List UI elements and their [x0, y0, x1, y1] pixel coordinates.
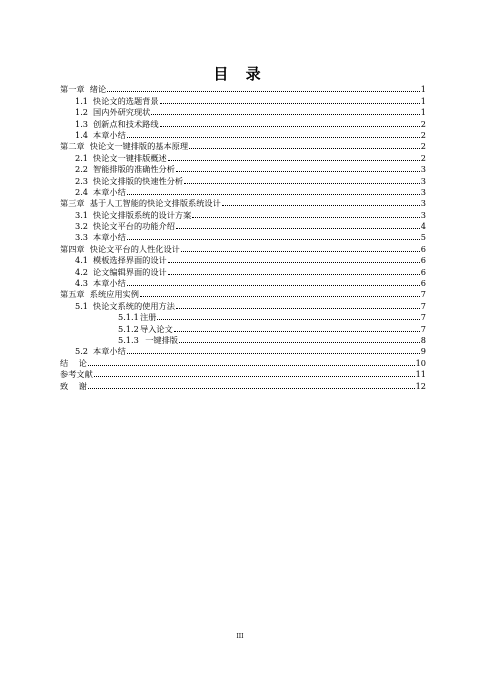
toc-entry-label: [60, 120, 159, 129]
toc-leader-dots: [127, 239, 420, 240]
toc-entry-text: 致 谢: [60, 380, 87, 391]
toc-entry-number: 1.3: [75, 118, 89, 129]
toc-entry-page: 5: [420, 232, 426, 243]
toc-entry[interactable]: [60, 334, 426, 345]
toc-entry-number: 3.1: [75, 209, 89, 220]
toc-entry-label: [60, 256, 167, 265]
toc-entry-number: 2.3: [75, 175, 89, 186]
toc-entry[interactable]: [60, 322, 426, 333]
toc-leader-dots: [189, 148, 420, 149]
toc-entry-number: 5.1.3: [118, 334, 139, 345]
toc-entry[interactable]: [60, 254, 426, 265]
toc-entry-page: 2: [420, 129, 426, 140]
toc-entry-page: 6: [420, 278, 426, 289]
toc-entry-page: 6: [420, 255, 426, 266]
toc-entry[interactable]: [60, 220, 426, 231]
toc-entry[interactable]: [60, 265, 426, 276]
toc-entry[interactable]: [60, 129, 426, 140]
toc-entry-label: [60, 347, 126, 356]
toc-entry-page: 3: [420, 175, 426, 186]
toc-entry-number: 4.2: [75, 266, 89, 277]
toc-leader-dots: [94, 376, 415, 377]
toc-entry[interactable]: [60, 163, 426, 174]
toc-entry-label: [60, 382, 87, 391]
toc-entry-number: 5.2: [75, 346, 89, 357]
toc-entry-text: 快论文平台的功能介绍: [93, 221, 175, 232]
toc-entry-text: 参考文献: [60, 369, 93, 380]
toc-entry-number: 5.1: [75, 300, 89, 311]
toc-entry-number: 5.1.2: [118, 323, 139, 334]
toc-leader-dots: [168, 262, 420, 263]
toc-entry-text: 第二章 快论文一键排版的基本原理: [60, 141, 189, 152]
toc-entry[interactable]: [60, 186, 426, 197]
toc-entry-label: [60, 279, 126, 288]
toc-entry-text: 本章小结: [93, 186, 126, 197]
toc-entry-number: 2.4: [75, 186, 89, 197]
toc-entry-label: [60, 131, 126, 140]
toc-entry[interactable]: [60, 83, 426, 94]
toc-entry-page: 2: [420, 152, 426, 163]
toc-entry-page: 7: [420, 323, 426, 334]
toc-entry-page: 4: [420, 221, 426, 232]
toc-entry[interactable]: [60, 288, 426, 299]
toc-entry[interactable]: [60, 231, 426, 242]
page-number: III: [236, 633, 244, 640]
toc-leader-dots: [127, 137, 420, 138]
toc-entry-number: 3.2: [75, 221, 89, 232]
toc-entry-label: [60, 290, 139, 299]
toc-entry-number: 4.3: [75, 278, 89, 289]
toc-entry-label: [60, 370, 93, 379]
toc-leader-dots: [176, 228, 420, 229]
toc-entry-text: 模板选择界面的设计: [93, 255, 167, 266]
toc-entry-label: [60, 325, 173, 334]
toc-entry[interactable]: [60, 174, 426, 185]
toc-leader-dots: [127, 194, 420, 195]
toc-entry-page: 3: [420, 198, 426, 209]
toc-entry[interactable]: [60, 242, 426, 253]
toc-entry-number: 1.1: [75, 95, 89, 106]
table-of-contents: [60, 83, 426, 391]
toc-entry[interactable]: [60, 379, 426, 390]
toc-entry-number: 2.2: [75, 164, 89, 175]
toc-entry[interactable]: [60, 197, 426, 208]
toc-leader-dots: [160, 126, 420, 127]
toc-entry-text: 快论文排版系统的设计方案: [93, 209, 192, 220]
toc-entry[interactable]: [60, 356, 426, 367]
toc-entry-label: [60, 142, 188, 151]
toc-entry-number: 2.1: [75, 152, 89, 163]
toc-entry-label: [60, 302, 175, 311]
toc-entry-text: 快论文系统的使用方法: [93, 300, 175, 311]
toc-entry-text: 本章小结: [93, 346, 126, 357]
toc-entry-label: [60, 336, 178, 345]
toc-entry-text: 导入论文: [140, 323, 173, 334]
toc-entry-text: 第一章 绪论: [60, 84, 107, 95]
toc-leader-dots: [176, 171, 420, 172]
toc-entry-label: [60, 199, 221, 208]
toc-leader-dots: [127, 285, 420, 286]
toc-entry-text: 国内外研究现状: [93, 107, 151, 118]
toc-entry-page: 6: [420, 266, 426, 277]
toc-entry-number: 4.1: [75, 255, 89, 266]
toc-entry-page: 1: [420, 95, 426, 106]
toc-entry-text: 快论文排版的快速性分析: [93, 175, 184, 186]
toc-entry-number: 3.3: [75, 232, 89, 243]
toc-entry-page: 8: [420, 334, 426, 345]
toc-entry-label: [60, 85, 106, 94]
toc-leader-dots: [127, 353, 420, 354]
toc-entry[interactable]: [60, 345, 426, 356]
toc-leader-dots: [184, 183, 420, 184]
toc-entry-text: 论文编辑界面的设计: [93, 266, 167, 277]
toc-entry-text: 创新点和技术路线: [93, 118, 159, 129]
toc-leader-dots: [88, 365, 415, 366]
toc-entry-number: 1.4: [75, 129, 89, 140]
toc-entry-text: 本章小结: [93, 232, 126, 243]
toc-entry[interactable]: [60, 311, 426, 322]
toc-entry-label: [60, 222, 175, 231]
toc-leader-dots: [88, 388, 415, 389]
toc-entry-label: [60, 245, 180, 254]
toc-entry-label: [60, 268, 167, 277]
toc-title: 目 录: [213, 65, 267, 83]
toc-entry-label: [60, 188, 126, 197]
toc-leader-dots: [107, 91, 420, 92]
toc-entry-text: 第三章 基于人工智能的快论文排版系统设计: [60, 198, 221, 209]
toc-entry-number: 1.2: [75, 107, 89, 118]
toc-entry-text: 注册: [140, 312, 157, 323]
toc-entry-page: 11: [415, 369, 426, 380]
toc-entry[interactable]: [60, 368, 426, 379]
toc-leader-dots: [168, 160, 420, 161]
toc-leader-dots: [192, 217, 420, 218]
toc-entry[interactable]: [60, 140, 426, 151]
toc-entry-label: [60, 233, 126, 242]
toc-entry-label: [60, 177, 183, 186]
toc-leader-dots: [222, 205, 420, 206]
toc-entry[interactable]: [60, 151, 426, 162]
toc-entry-page: 3: [420, 209, 426, 220]
toc-leader-dots: [181, 251, 420, 252]
toc-entry[interactable]: [60, 94, 426, 105]
toc-entry[interactable]: [60, 277, 426, 288]
toc-entry-text: 快论文一键排版概述: [93, 152, 167, 163]
toc-entry-label: [60, 211, 191, 220]
toc-entry-text: 一键排版: [140, 334, 178, 345]
toc-entry-page: 6: [420, 243, 426, 254]
toc-entry[interactable]: [60, 106, 426, 117]
toc-leader-dots: [179, 342, 420, 343]
toc-entry-label: [60, 359, 87, 368]
toc-entry-label: [60, 97, 159, 106]
toc-leader-dots: [157, 319, 419, 320]
toc-leader-dots: [168, 274, 420, 275]
toc-entry[interactable]: [60, 208, 426, 219]
toc-entry-page: 3: [420, 164, 426, 175]
toc-entry-label: [60, 154, 167, 163]
toc-entry-text: 本章小结: [93, 278, 126, 289]
toc-entry-text: 第五章 系统应用实例: [60, 289, 139, 300]
toc-entry-page: 9: [420, 346, 426, 357]
toc-leader-dots: [140, 296, 420, 297]
toc-entry-label: [60, 108, 150, 117]
toc-entry-page: 7: [420, 289, 426, 300]
toc-entry-text: 结 论: [60, 357, 87, 368]
toc-entry-page: 2: [420, 141, 426, 152]
toc-entry-page: 2: [420, 118, 426, 129]
toc-entry-page: 1: [420, 84, 426, 95]
toc-leader-dots: [160, 103, 420, 104]
toc-leader-dots: [176, 308, 420, 309]
toc-entry-text: 快论文的选题背景: [93, 95, 159, 106]
toc-entry-page: 12: [415, 380, 426, 391]
toc-entry-text: 智能排版的准确性分析: [93, 164, 175, 175]
toc-entry-label: [60, 313, 156, 322]
toc-leader-dots: [174, 331, 420, 332]
toc-entry-page: 3: [420, 186, 426, 197]
toc-entry-label: [60, 165, 175, 174]
toc-entry-page: 7: [420, 300, 426, 311]
toc-entry[interactable]: [60, 299, 426, 310]
toc-entry[interactable]: [60, 117, 426, 128]
toc-entry-page: 7: [420, 312, 426, 323]
toc-entry-text: 本章小结: [93, 129, 126, 140]
toc-entry-text: 第四章 快论文平台的人性化设计: [60, 243, 180, 254]
toc-entry-number: 5.1.1: [118, 312, 139, 323]
toc-entry-page: 10: [415, 357, 426, 368]
toc-leader-dots: [151, 114, 419, 115]
toc-entry-page: 1: [420, 107, 426, 118]
